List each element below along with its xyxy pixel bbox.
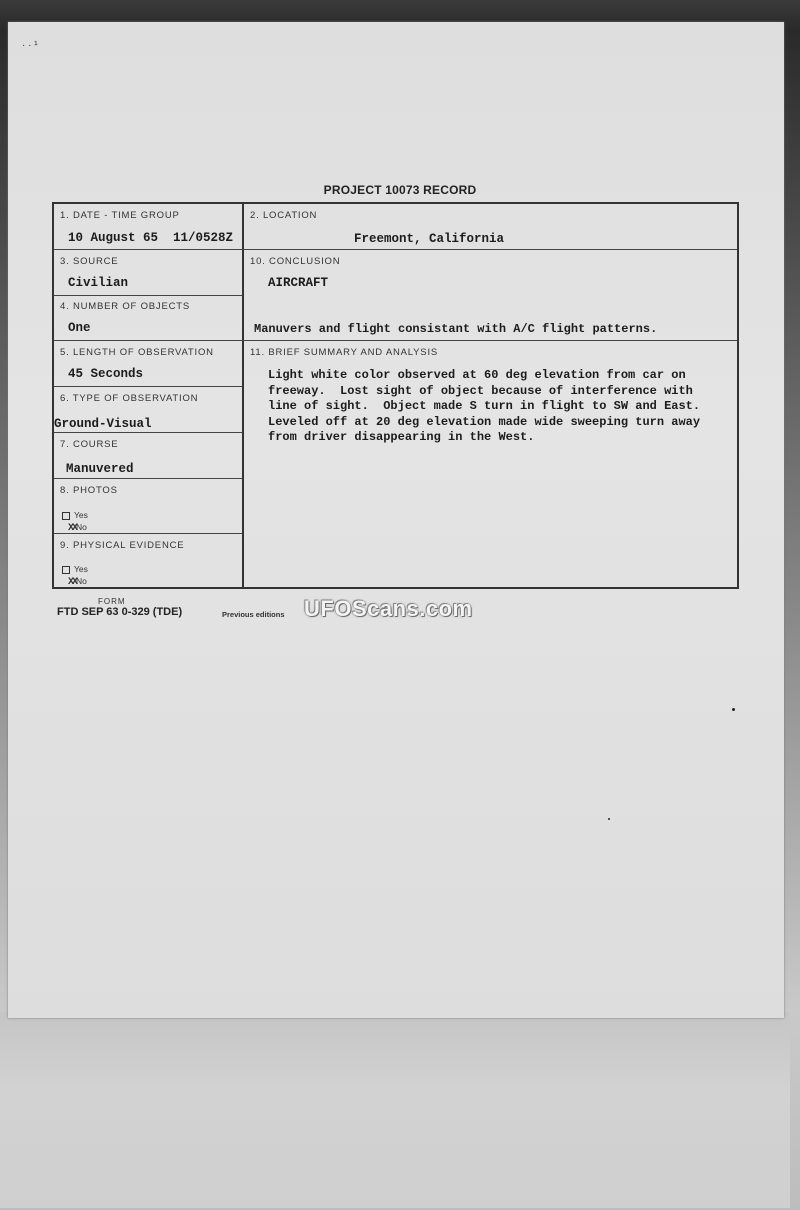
column-divider [242, 204, 244, 587]
form-id: FTD SEP 63 0-329 (TDE) [57, 606, 183, 618]
photos-label: 8. PHOTOS [60, 485, 118, 496]
row-divider [54, 478, 242, 479]
number-of-objects-label: 4. NUMBER OF OBJECTS [60, 301, 191, 312]
photos-no-option: XXNo [68, 522, 87, 534]
date-time-group-label: 1. DATE - TIME GROUP [60, 210, 180, 221]
summary-label: 11. BRIEF SUMMARY AND ANALYSIS [250, 347, 439, 358]
underlying-page [0, 1012, 790, 1208]
summary-text: Light white color observed at 60 deg elevation from car on freeway. Lost sight of object because of interference with line of sight. Object made S turn in flight to SW and East. Leveled off at 20 deg elevation made wide sweeping turn away from driver disappearing in the West. [268, 368, 701, 445]
type-of-observation-label: 6. TYPE OF OBSERVATION [60, 393, 199, 404]
photos-yes-option: Yes [62, 510, 88, 520]
course-value: Manuvered [66, 462, 134, 476]
film-speck: · · ¹ [22, 40, 38, 51]
row-divider [54, 432, 242, 433]
row-divider [54, 386, 242, 387]
row-divider [54, 340, 737, 341]
form-word: FORM [98, 597, 126, 606]
film-speck [608, 818, 610, 820]
row-divider [54, 295, 242, 296]
checkbox-icon [62, 512, 70, 520]
typed-x-mark: XX [68, 523, 77, 534]
previous-editions-note: Previous editions [222, 610, 285, 619]
physical-evidence-no-option: XXNo [68, 576, 87, 588]
source-label: 3. SOURCE [60, 256, 119, 267]
conclusion-label: 10. CONCLUSION [250, 256, 341, 267]
location-value: Freemont, California [354, 232, 505, 246]
type-of-observation-value: Ground-Visual [54, 417, 152, 431]
location-label: 2. LOCATION [250, 210, 318, 221]
film-speck [732, 708, 735, 711]
checkbox-icon [62, 566, 70, 574]
length-of-observation-value: 45 Seconds [68, 367, 144, 381]
watermark-logo: UFOScans.com [304, 596, 473, 621]
date-time-group-value: 10 August 65 11/0528Z [68, 231, 234, 245]
source-value: Civilian [68, 276, 129, 290]
length-of-observation-label: 5. LENGTH OF OBSERVATION [60, 347, 214, 358]
conclusion-note: Manuvers and flight consistant with A/C flight patterns. [254, 322, 658, 336]
physical-evidence-label: 9. PHYSICAL EVIDENCE [60, 540, 185, 551]
course-label: 7. COURSE [60, 439, 119, 450]
record-form [52, 202, 739, 589]
physical-evidence-yes-option: Yes [62, 564, 88, 574]
row-divider [54, 249, 737, 250]
number-of-objects-value: One [68, 321, 91, 335]
typed-x-mark: XX [68, 577, 77, 588]
record-title: PROJECT 10073 RECORD [323, 183, 477, 197]
conclusion-value: AIRCRAFT [268, 276, 329, 290]
